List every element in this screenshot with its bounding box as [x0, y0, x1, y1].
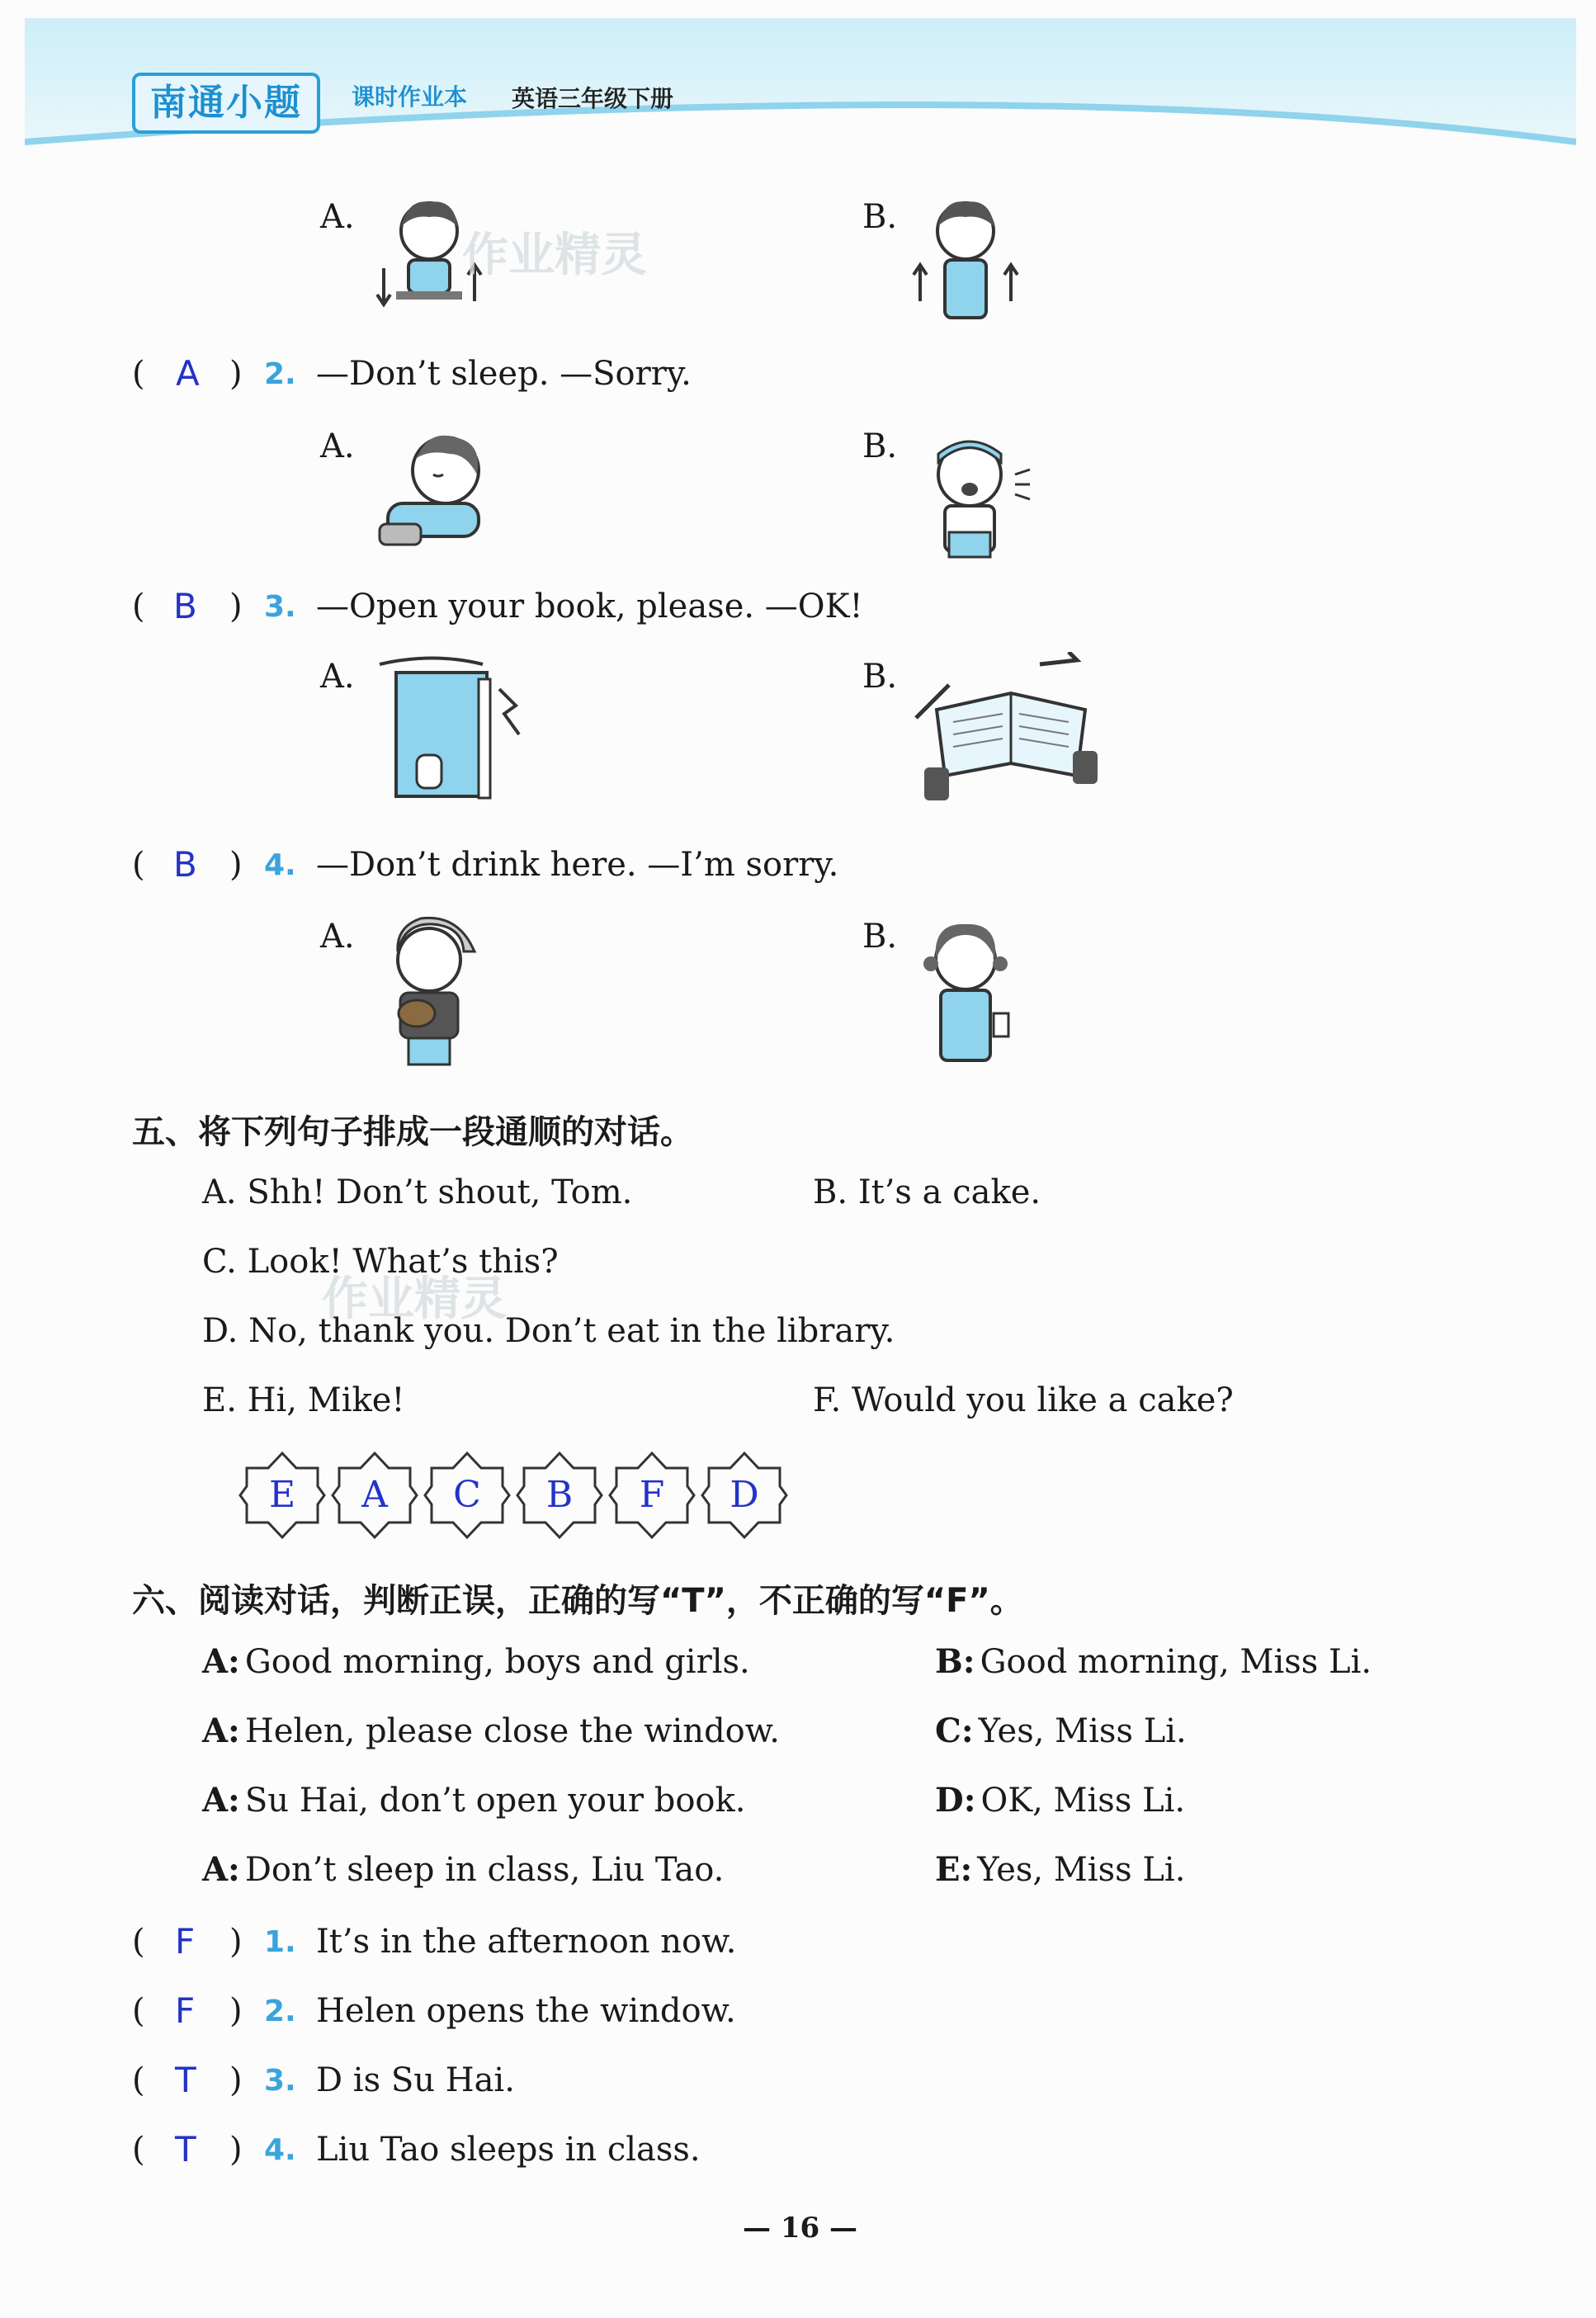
judge-number: 1. — [264, 1925, 296, 1959]
boy-eating-picture — [371, 914, 487, 1071]
q4-number: 4. — [264, 848, 296, 882]
dialogue-text: Good morning, boys and girls. — [244, 1643, 750, 1681]
book-title: 英语三年级下册 — [512, 85, 674, 112]
dialogue-speaker: A: — [202, 1850, 240, 1889]
open-book-picture — [912, 652, 1110, 817]
q2-option-a-label: A. — [320, 427, 355, 465]
girl-drinking-picture — [908, 914, 1023, 1075]
dialogue-text: Good morning, Miss Li. — [980, 1643, 1372, 1681]
order-box-4 — [514, 1450, 605, 1541]
q1-option-a-label: A. — [320, 198, 355, 236]
judge-number: 4. — [264, 2133, 296, 2167]
dialogue-text: Helen, please close the window. — [244, 1712, 780, 1750]
dialogue-line — [202, 1781, 745, 1820]
dialogue-text: Yes, Miss Li. — [977, 1851, 1186, 1889]
judge-paren-open: ( — [132, 2131, 145, 2169]
q3-answer-paren-close: ) — [229, 588, 243, 626]
judge-statement: Helen opens the window. — [316, 1992, 736, 2030]
q3-option-b-label: B. — [862, 658, 898, 696]
judge-paren-close: ) — [229, 2131, 243, 2169]
judge-number: 3. — [264, 2064, 296, 2098]
q3-answer: B — [173, 586, 197, 626]
dialogue-text: OK, Miss Li. — [980, 1782, 1186, 1820]
order-box-letter: A — [361, 1474, 388, 1516]
part5-title: 五、将下列句子排成一段通顺的对话。 — [132, 1113, 693, 1151]
order-box-2 — [329, 1450, 420, 1541]
dialogue-text: Su Hai, don’t open your book. — [244, 1782, 746, 1820]
order-box-letter: F — [639, 1474, 665, 1516]
q4-answer-paren: ( — [132, 846, 145, 884]
judge-paren-close: ) — [229, 2061, 243, 2099]
series-title: 课时作业本 — [352, 83, 468, 111]
closed-book-picture — [375, 656, 524, 813]
dialogue-line — [202, 1711, 780, 1750]
q2-answer-paren-close: ) — [229, 355, 243, 393]
q3-answer-paren: ( — [132, 588, 145, 626]
judge-paren-open: ( — [132, 1992, 145, 2030]
part5-sentence-b: B. It’s a cake. — [813, 1173, 1041, 1211]
boy-crying-picture — [908, 425, 1040, 565]
page-number: — 16 — — [743, 2212, 857, 2245]
q2-answer: A — [176, 353, 200, 394]
dialogue-speaker: A: — [202, 1642, 240, 1681]
part5-sentence-d: D. No, thank you. Don’t eat in the library. — [202, 1312, 895, 1350]
dialogue-speaker: C: — [935, 1711, 974, 1750]
dialogue-speaker: A: — [202, 1711, 240, 1750]
dialogue-line — [202, 1642, 750, 1681]
q1-option-b-label: B. — [862, 198, 898, 236]
q2-answer-paren: ( — [132, 355, 145, 393]
part5-sentence-e: E. Hi, Mike! — [202, 1381, 405, 1419]
dialogue-line — [935, 1642, 1372, 1681]
q3-dialogue: —Open your book, please. —OK! — [316, 588, 863, 626]
judge-paren-open: ( — [132, 1923, 145, 1961]
boy-standing-up-picture — [912, 194, 1019, 326]
q4-option-b-label: B. — [862, 918, 898, 956]
judge-answer: F — [175, 1990, 196, 2031]
q4-answer-paren-close: ) — [229, 846, 243, 884]
judge-answer: T — [175, 2129, 196, 2169]
order-box-6 — [699, 1450, 790, 1541]
boy-sleeping-picture — [371, 425, 503, 557]
judge-answer: F — [175, 1921, 196, 1962]
part5-sentence-f: F. Would you like a cake? — [813, 1381, 1234, 1419]
q3-number: 3. — [264, 590, 296, 624]
part5-sentence-c: C. Look! What’s this? — [202, 1243, 559, 1281]
watermark: 作业精灵 — [462, 229, 647, 282]
dialogue-speaker: E: — [935, 1850, 973, 1889]
q2-dialogue: —Don’t sleep. —Sorry. — [316, 355, 692, 393]
judge-statement: D is Su Hai. — [316, 2061, 515, 2099]
order-box-letter: C — [453, 1474, 481, 1516]
part5-sentence-a: A. Shh! Don’t shout, Tom. — [202, 1173, 633, 1211]
dialogue-text: Yes, Miss Li. — [978, 1712, 1187, 1750]
order-box-5 — [607, 1450, 697, 1541]
q4-answer: B — [173, 844, 197, 885]
judge-statement: It’s in the afternoon now. — [316, 1923, 737, 1961]
order-box-letter: D — [730, 1474, 759, 1516]
dialogue-line — [202, 1850, 724, 1889]
q4-option-a-label: A. — [320, 918, 355, 956]
dialogue-speaker: D: — [935, 1781, 976, 1820]
order-box-letter: B — [545, 1474, 574, 1516]
judge-answer: T — [175, 2060, 196, 2100]
brand-logo: 南通小题 — [132, 73, 320, 134]
q2-option-b-label: B. — [862, 427, 898, 465]
judge-paren-close: ) — [229, 1923, 243, 1961]
judge-number: 2. — [264, 1995, 296, 2028]
watermark-2: 作业精灵 — [322, 1272, 507, 1326]
dialogue-line — [935, 1711, 1187, 1750]
q3-option-a-label: A. — [320, 658, 355, 696]
order-box-3 — [422, 1450, 512, 1541]
dialogue-speaker: A: — [202, 1781, 240, 1820]
dialogue-text: Don’t sleep in class, Liu Tao. — [244, 1851, 725, 1889]
dialogue-speaker: B: — [935, 1642, 975, 1681]
dialogue-line — [935, 1850, 1185, 1889]
judge-paren-close: ) — [229, 1992, 243, 2030]
judge-statement: Liu Tao sleeps in class. — [316, 2131, 701, 2169]
judge-paren-open: ( — [132, 2061, 145, 2099]
part6-title: 六、阅读对话，判断正误，正确的写“T”，不正确的写“F”。 — [132, 1582, 1023, 1620]
dialogue-line — [935, 1781, 1185, 1820]
order-box-letter: E — [268, 1474, 296, 1516]
q4-dialogue: —Don’t drink here. —I’m sorry. — [316, 846, 839, 884]
q2-number: 2. — [264, 357, 296, 391]
order-box-1 — [237, 1450, 328, 1541]
